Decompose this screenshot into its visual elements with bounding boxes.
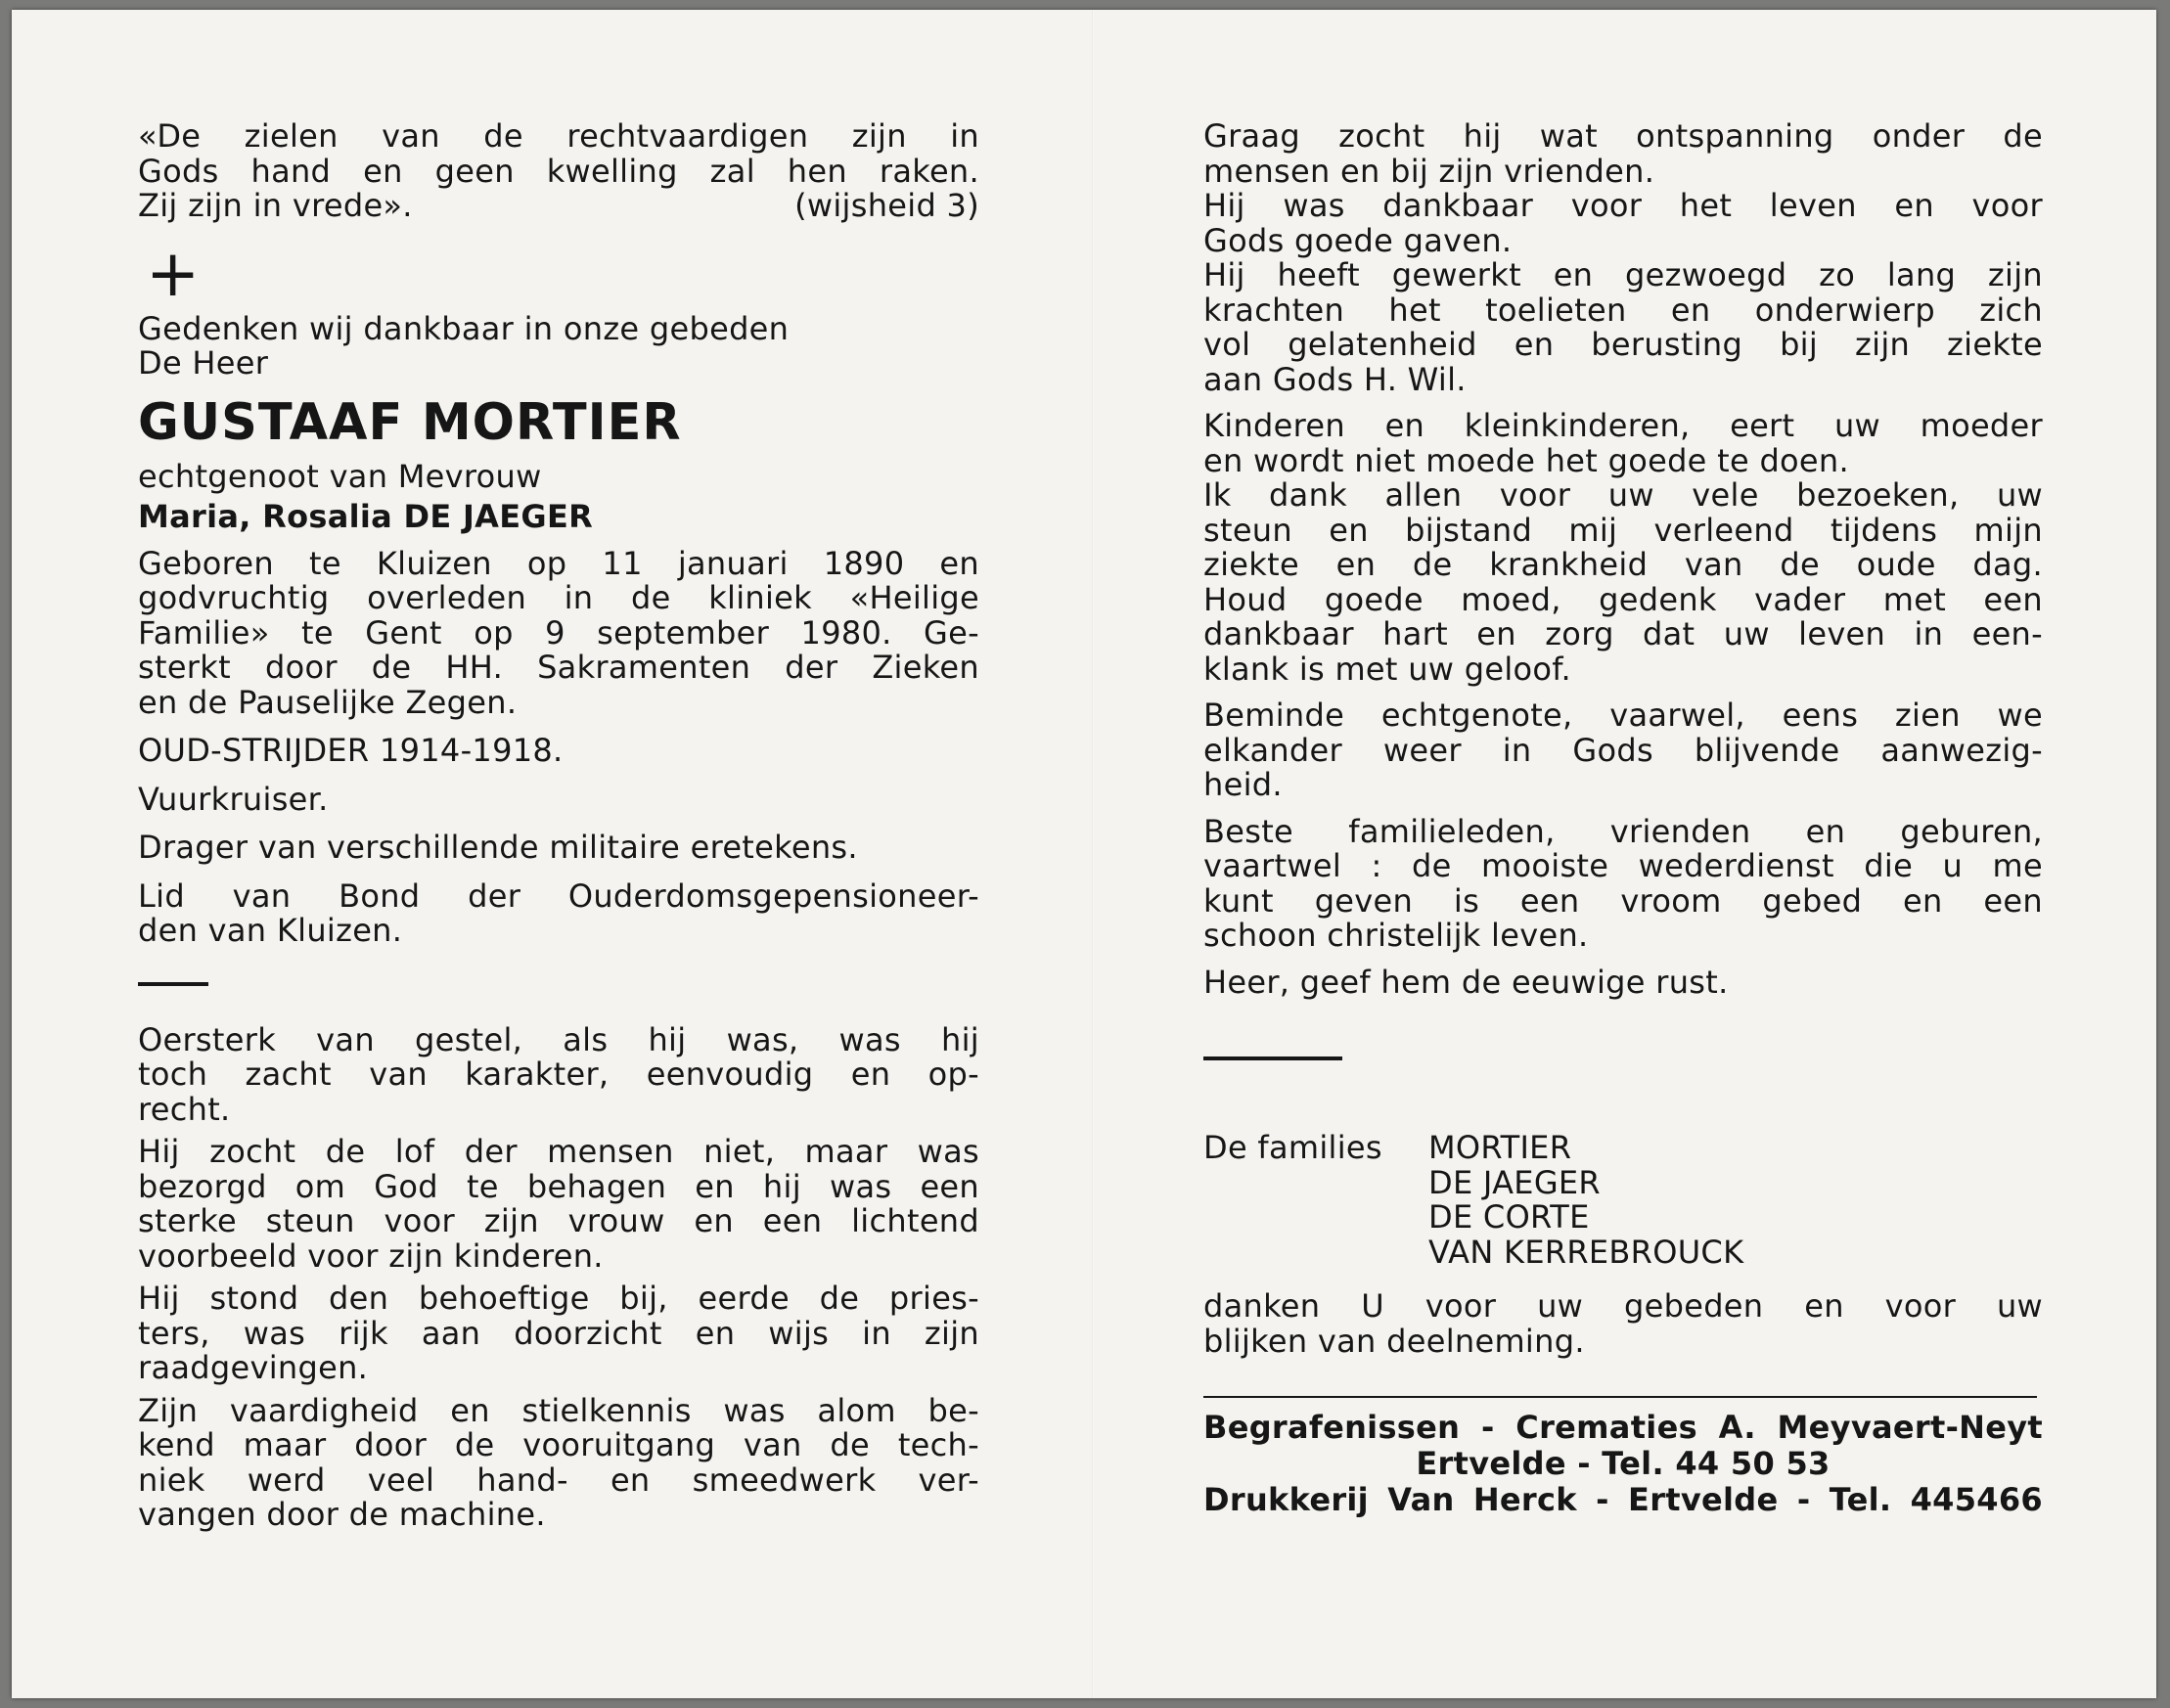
- paragraph-line: en de Pauselijke Zegen.: [138, 683, 518, 721]
- paragraph-line: danken U voor uw gebeden en voor uw: [1203, 1287, 2043, 1325]
- craft-paragraph: [138, 1391, 979, 1533]
- paragraph-line: kend maar door de vooruitgang van de tech-: [138, 1426, 979, 1463]
- paragraph-line: mensen en bij zijn vrienden.: [1203, 152, 1655, 190]
- divider-rule: [138, 982, 208, 986]
- paragraph-line: schoon christelijk leven.: [1203, 917, 1589, 954]
- paragraph-line: raadgevingen.: [138, 1349, 369, 1386]
- paragraph-line: klank is met uw geloof.: [1203, 650, 1572, 688]
- footer-rule: [1203, 1396, 2037, 1398]
- paragraph-line: en wordt niet moede het goede te doen.: [1203, 441, 1849, 479]
- families-block: [1203, 1131, 2043, 1270]
- birth-death-paragraph: [138, 544, 979, 721]
- paragraph-line: godvruchtig overleden in de kliniek «Heilige: [138, 579, 979, 616]
- paragraph-line: ziekte en de krankheid van de oude dag.: [1203, 546, 2043, 583]
- membership-paragraph: [138, 876, 979, 949]
- children-paragraph: [1203, 409, 2043, 478]
- gratitude-paragraph: [1203, 189, 2043, 258]
- intro-line: Gedenken wij dankbaar in onze gebeden: [138, 309, 790, 347]
- paragraph-line: elkander weer in Gods blijvende aanwezig-: [1203, 731, 2043, 769]
- paragraph-line: Lid van Bond der Ouderdomsgepensioneer-: [138, 876, 979, 915]
- quote-line: Gods hand en geen kwelling zal hen raken.: [138, 152, 979, 190]
- divider-rule: [1203, 1056, 1342, 1060]
- family-name: DE JAEGER: [1428, 1163, 1601, 1201]
- spouse-name: Maria, Rosalia DE JAEGER: [138, 498, 594, 535]
- paragraph-line: den van Kluizen.: [138, 912, 403, 949]
- paragraph-line: kunt geven is een vroom gebed en een: [1203, 881, 2043, 920]
- veteran-line: OUD-STRIJDER 1914-1918.: [138, 732, 564, 769]
- family-name: DE CORTE: [1428, 1198, 1590, 1236]
- paragraph-line: vaartwel : de mooiste wederdienst die u me: [1203, 847, 2043, 884]
- quote-line: «De zielen van de rechtvaardigen zijn in: [138, 117, 979, 155]
- paragraph-line: Familie» te Gent op 9 september 1980. Ge-: [138, 613, 979, 652]
- paragraph-line: Hij heeft gewerkt en gezwoegd zo lang zijn: [1203, 256, 2043, 293]
- paragraph-line: toch zacht van karakter, eenvoudig en op-: [138, 1056, 979, 1093]
- paragraph-line: Zijn vaardigheid en stielkennis was alom be-: [138, 1391, 979, 1429]
- intro-line: De Heer: [138, 344, 269, 382]
- paragraph-line: Houd goede moed, gedenk vader met een: [1203, 580, 2043, 618]
- paragraph-line: blijken van deelneming.: [1203, 1322, 1585, 1360]
- thanks-visits-paragraph: [1203, 478, 2043, 687]
- spouse-farewell-paragraph: [1203, 698, 2043, 803]
- paragraph-line: steun en bijstand mij verleend tijdens mijn: [1203, 511, 2043, 549]
- quote-last-row: [138, 189, 979, 224]
- paragraph-line: Beminde echtgenote, vaarwel, eens zien we: [1203, 697, 2043, 734]
- paragraph-line: dankbaar hart en zorg dat uw leven in een-: [1203, 615, 2043, 652]
- decorations-line: Drager van verschillende militaire eretekens.: [138, 829, 858, 866]
- quote-line: Zij zijn in vrede».: [138, 187, 413, 224]
- families-label: De families: [1203, 1129, 1382, 1166]
- deceased-name: GUSTAAF MORTIER: [138, 392, 682, 452]
- paragraph-line: voorbeeld voor zijn kinderen.: [138, 1236, 604, 1275]
- family-farewell-paragraph: [1203, 812, 2043, 954]
- paragraph-line: Beste familieleden, vrienden en geburen,: [1203, 812, 2043, 850]
- prayer-line: Heer, geef hem de eeuwige rust.: [1203, 963, 1729, 1001]
- paragraph-line: recht.: [138, 1090, 231, 1128]
- families-row: [1203, 1131, 2043, 1166]
- memorial-card: [12, 10, 2156, 1698]
- paragraph-line: sterkt door de HH. Sakramenten der Zieken: [138, 649, 979, 686]
- paragraph-line: Hij was dankbaar voor het leven en voor: [1203, 187, 2043, 224]
- intro: [138, 309, 979, 382]
- thanks-paragraph: [1203, 1289, 2043, 1359]
- right-panel: [1203, 119, 2043, 1518]
- cross-icon: +: [146, 235, 201, 311]
- quote-source: (wijsheid 3): [794, 187, 979, 224]
- left-panel: [138, 119, 979, 1533]
- paragraph-line: krachten het toelieten en onderwierp zich: [1203, 291, 2043, 329]
- paragraph-line: niek werd veel hand- en smeedwerk ver-: [138, 1461, 979, 1499]
- relaxation-paragraph: [1203, 119, 2043, 189]
- paragraph-line: Oersterk van gestel, als hij was, was hij: [138, 1020, 979, 1058]
- paragraph-line: Geboren te Kluizen op 11 januari 1890 en: [138, 544, 979, 582]
- paragraph-line: Hij stond den behoeftige bij, eerde de pries-: [138, 1280, 979, 1317]
- paragraph-line: Kinderen en kleinkinderen, eert uw moeder: [1203, 407, 2043, 444]
- charity-paragraph: [138, 1281, 979, 1386]
- scripture-quote: [138, 119, 979, 224]
- printer-credits: [1203, 1410, 2043, 1518]
- paragraph-line: Graag zocht hij wat ontspanning onder de: [1203, 117, 2043, 155]
- fire-cross-line: Vuurkruiser.: [138, 780, 329, 818]
- paragraph-line: vol gelatenheid en berusting bij zijn ziekte: [1203, 326, 2043, 363]
- paragraph-line: ters, was rijk aan doorzicht en wijs in zijn: [138, 1314, 979, 1352]
- paragraph-line: Ik dank allen voor uw vele bezoeken, uw: [1203, 476, 2043, 514]
- paragraph-line: vangen door de machine.: [138, 1496, 546, 1533]
- paragraph-line: Hij zocht de lof der mensen niet, maar was: [138, 1133, 979, 1170]
- spouse-intro: echtgenoot van Mevrouw: [138, 457, 542, 495]
- paragraph-line: heid.: [1203, 766, 1283, 803]
- work-paragraph: [1203, 258, 2043, 397]
- paragraph-line: bezorgd om God te behagen en hij was een: [138, 1167, 979, 1205]
- card-fold: [1092, 10, 1094, 1698]
- modesty-paragraph: [138, 1135, 979, 1274]
- paragraph-line: sterke steun voor zijn vrouw en een lichtend: [138, 1202, 979, 1239]
- character-paragraph: [138, 1020, 979, 1128]
- paragraph-line: Gods goede gaven.: [1203, 221, 1513, 259]
- undertaker-line: Begrafenissen - Crematies A. Meyvaert-Neyt: [1203, 1409, 2043, 1446]
- family-name: MORTIER: [1428, 1129, 1572, 1166]
- printer-line: Drukkerij Van Herck - Ertvelde - Tel. 445466: [1203, 1481, 2043, 1518]
- undertaker-address: Ertvelde - Tel. 44 50 53: [1416, 1445, 1831, 1482]
- paragraph-line: aan Gods H. Wil.: [1203, 360, 1467, 398]
- family-name: VAN KERREBROUCK: [1428, 1233, 1744, 1271]
